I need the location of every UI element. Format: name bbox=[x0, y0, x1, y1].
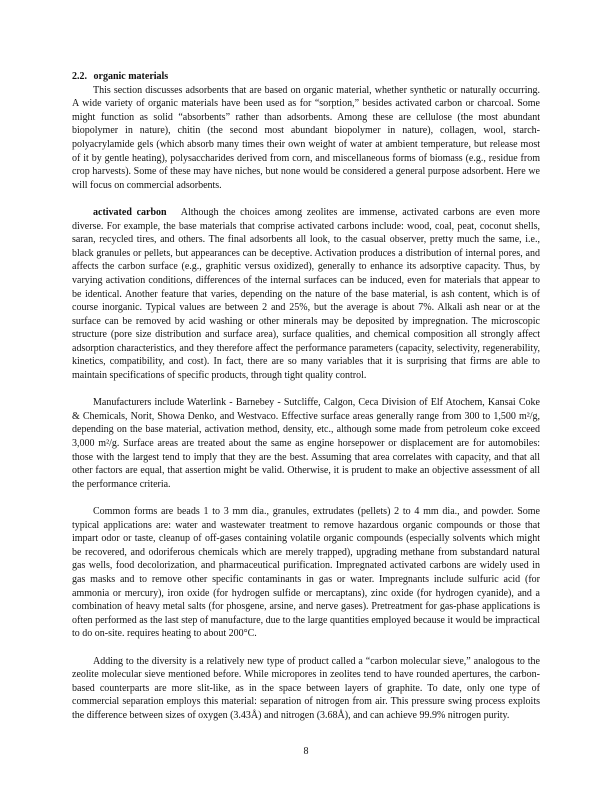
section-heading bbox=[72, 70, 540, 84]
paragraph-molecular-sieve: Adding to the diversity is a relatively new type of product called a “carbon molecular sieve,” analogous to the zeolite molecular sieve mentioned before. While micropores in zeolites tend to have rounded apertures, the carbon-based counterparts are more slit-like, as in the space between layers of graphite. To date, only one type of commercial separation employs this material: separation of nitrogen from air. This pressure swing process exploits the difference between sizes of oxygen (3.43Å) and nitrogen (3.68Å), and can achieve 99.9% nitrogen purity. bbox=[72, 655, 540, 721]
page-number: 8 bbox=[303, 746, 309, 757]
section-number: 2.2. bbox=[72, 71, 87, 82]
paragraph-activated-carbon-text: Although the choices among zeolites are immense, activated carbons are even more diverse. For example, the base materials that comprise activated carbons include: wood, coal, peat, coconut shells, saran, recycled tires, and others. The final adsorbents all look, to the casual observer, pretty much the same, i.e., black granules or pellets, but appearances can be deceptive. Activation produces a distribution of internal pores, and affects the carbon surface (e.g., graphitic versus oxidized), generally to enhance its adsorptive capacity. Thus, by varying activation conditions, differences of the internal surfaces can be induced, even for materials that appear to be identical. Another feature that varies, depending on the nature of the base material, is ash content, which is of course inorganic. Typical values are between 2 and 25%, but the average is about 7%. Alkali ash near or at the surface can be removed by acid washing or other minerals may be deposited by impregnation. The microscopic structure (pore size distribution and surface area), surface qualities, and chemical composition all strongly affect adsorption characteristics, and they therefore affect the performance parameters (capacity, selectivity, regenerability, kinetics, compatibility, and cost). In fact, there are so many variables that it is surprising that firms are able to maintain specifications of specific products, through tight quality control. bbox=[72, 206, 540, 382]
paragraph-common-forms: Common forms are beads 1 to 3 mm dia., granules, extrudates (pellets) 2 to 4 mm dia., and powder. Some typical applications are: water and wastewater treatment to remove hazardous organic compounds or those that impart odor or taste, cleanup of off-gases containing volatile organic compounds (especially solvents which might be recovered, and odoriferous chemicals which are merely trapped), upgrading methane from substandard natural gas wells, food decolorization, and pharmaceutical purification. Impregnated activated carbons are widely used in gas masks and to remove other specific contaminants in gas or water. Impregnants include sulfuric acid (for ammonia or mercury), iron oxide (for hydrogen sulfide or mercaptans), zinc oxide (for hydrogen cyanide), and a combination of heavy metal salts (for phosgene, arsine, and nerve gases). Pretreatment for gas-phase applications is often performed as the last step of manufacture, due to the large quantities employed because it would be impractical to do on-site. requires heating to about 200°C. bbox=[72, 506, 540, 640]
paragraph-manufacturers: Manufacturers include Waterlink - Barnebey - Sutcliffe, Calgon, Ceca Division of Elf Atochem, Kansai Coke & Chemicals, Norit, Showa Denko, and Westvaco. Effective surface areas generally range from 300 to 1,500 m²/g, depending on the base material, activation method, density, etc., although some made from petroleum coke exceed 3,000 m²/g. Surface areas are treated about the same as engine horsepower or displacement are for automobiles: those with the largest tend to imply that they are the best. Assuming that area correlates with capacity, and that all other factors are equal, that assertion might be valid. Otherwise, it is prudent to make an objective assessment of all the performance criteria. bbox=[72, 397, 540, 490]
paragraph-intro: This section discusses adsorbents that are based on organic material, whether synthetic or naturally occurring. A wide variety of organic materials have been used as for “sorption,” besides activated carbon or charcoal. Some might function as solid “absorbents” rather than adsorbents. Among these are cellulose (the most abundant biopolymer in nature), chitin (the second most abundant biopolymer in nature), collagen, wool, starch-polyacrylamide gels (which absorb many times their own weight of water at ambient temperature, but release most of it by gentle heating), polysaccharides derived from corn, and miscellaneous forms of biomass (e.g., residue from crop harvests). Some of these may have niches, but none would be considered a general purpose adsorbent. Here we will focus on commercial adsorbents. bbox=[72, 84, 540, 191]
section-title: organic materials bbox=[93, 71, 169, 82]
document-body bbox=[72, 70, 540, 723]
paragraph-lead-term: activated carbon bbox=[93, 206, 167, 218]
paragraph-activated-carbon bbox=[72, 206, 540, 383]
